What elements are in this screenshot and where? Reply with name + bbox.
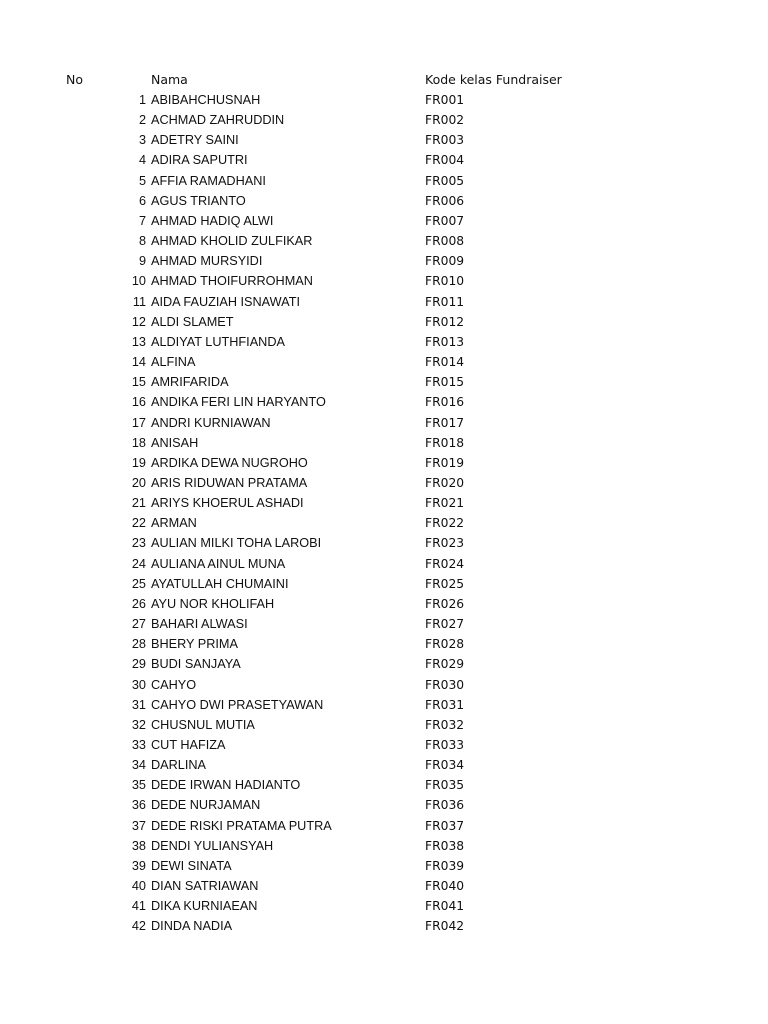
table-row xyxy=(0,433,768,453)
row-class-code: FR020 xyxy=(425,475,465,490)
row-class-code: FR015 xyxy=(425,375,465,390)
row-class-code: FR032 xyxy=(425,717,465,732)
table-row xyxy=(0,352,768,372)
row-name: ALDI SLAMET xyxy=(151,314,234,329)
row-name: AFFIA RAMADHANI xyxy=(151,173,266,188)
row-number: 40 xyxy=(131,879,146,894)
row-name: CAHYO DWI PRASETYAWAN xyxy=(151,697,324,712)
row-class-code: FR022 xyxy=(425,516,465,531)
table-row xyxy=(0,755,768,775)
row-class-code: FR005 xyxy=(425,173,465,188)
row-class-code: FR019 xyxy=(425,455,465,470)
row-number: 42 xyxy=(131,919,146,934)
row-name: ARMAN xyxy=(151,516,197,531)
row-name: ALFINA xyxy=(151,355,196,370)
table-row xyxy=(0,473,768,493)
row-number: 8 xyxy=(138,234,146,249)
table-row xyxy=(0,191,768,211)
row-class-code: FR025 xyxy=(425,576,465,591)
row-number: 2 xyxy=(138,113,146,128)
header-no: No xyxy=(66,72,83,87)
row-number: 1 xyxy=(138,93,146,107)
row-class-code: FR017 xyxy=(425,415,465,430)
table-row xyxy=(0,493,768,513)
row-class-code: FR001 xyxy=(425,93,465,107)
row-class-code: FR008 xyxy=(425,234,465,249)
table-row xyxy=(0,916,768,936)
row-name: ALDIYAT LUTHFIANDA xyxy=(151,334,285,349)
table-row xyxy=(0,795,768,815)
row-number: 31 xyxy=(131,697,146,712)
row-number: 22 xyxy=(131,516,146,531)
table-row xyxy=(0,876,768,896)
row-name: AYATULLAH CHUMAINI xyxy=(151,576,289,591)
row-name: DENDI YULIANSYAH xyxy=(151,838,274,853)
row-name: AGUS TRIANTO xyxy=(151,193,246,208)
row-number: 20 xyxy=(131,475,146,490)
table-row xyxy=(0,211,768,231)
row-class-code: FR010 xyxy=(425,274,465,289)
row-class-code: FR012 xyxy=(425,314,465,329)
row-name: AYU NOR KHOLIFAH xyxy=(151,596,275,611)
row-class-code: FR037 xyxy=(425,818,465,833)
row-name: DARLINA xyxy=(151,758,206,773)
table-row xyxy=(0,513,768,533)
row-class-code: FR003 xyxy=(425,133,465,148)
row-number: 29 xyxy=(131,657,146,672)
row-name: ANDRI KURNIAWAN xyxy=(151,415,271,430)
row-class-code: FR039 xyxy=(425,858,465,873)
table-row xyxy=(0,372,768,392)
row-number: 7 xyxy=(138,213,146,228)
row-class-code: FR011 xyxy=(425,294,465,309)
row-class-code: FR038 xyxy=(425,838,465,853)
row-class-code: FR016 xyxy=(425,395,465,410)
row-name: ARIS RIDUWAN PRATAMA xyxy=(151,475,308,490)
row-class-code: FR033 xyxy=(425,738,465,752)
row-number: 27 xyxy=(131,617,146,632)
row-name: ARIYS KHOERUL ASHADI xyxy=(151,496,304,511)
row-name: ARDIKA DEWA NUGROHO xyxy=(151,455,308,470)
row-number: 17 xyxy=(131,415,146,430)
row-class-code: FR014 xyxy=(425,355,465,370)
table-row xyxy=(0,675,768,695)
row-class-code: FR029 xyxy=(425,657,465,672)
row-name: CUT HAFIZA xyxy=(151,738,226,752)
row-name: AHMAD KHOLID ZULFIKAR xyxy=(151,234,313,249)
row-number: 12 xyxy=(131,314,146,329)
row-number: 37 xyxy=(131,818,146,833)
row-class-code: FR004 xyxy=(425,153,465,168)
row-number: 9 xyxy=(138,254,146,269)
row-class-code: FR018 xyxy=(425,435,465,450)
row-class-code: FR021 xyxy=(425,496,465,511)
table-row xyxy=(0,735,768,755)
row-name: CAHYO xyxy=(151,677,197,692)
row-number: 25 xyxy=(131,576,146,591)
row-name: AIDA FAUZIAH ISNAWATI xyxy=(151,294,300,309)
row-class-code: FR002 xyxy=(425,113,465,128)
row-class-code: FR024 xyxy=(425,556,465,571)
row-class-code: FR034 xyxy=(425,758,465,773)
row-name: ABIBAHCHUSNAH xyxy=(151,93,261,107)
row-number: 39 xyxy=(131,858,146,873)
row-number: 15 xyxy=(131,375,146,390)
table-row xyxy=(0,533,768,553)
row-class-code: FR041 xyxy=(425,899,465,914)
row-class-code: FR009 xyxy=(425,254,465,269)
table-row xyxy=(0,271,768,291)
row-number: 24 xyxy=(131,556,146,571)
row-name: DEDE RISKI PRATAMA PUTRA xyxy=(151,818,332,833)
row-class-code: FR028 xyxy=(425,637,465,652)
row-class-code: FR040 xyxy=(425,879,465,894)
row-number: 19 xyxy=(131,455,146,470)
row-name: DEWI SINATA xyxy=(151,858,232,873)
table-row xyxy=(0,574,768,594)
table-row xyxy=(0,856,768,876)
row-name: BHERY PRIMA xyxy=(151,637,238,652)
row-name: ADIRA SAPUTRI xyxy=(151,153,248,168)
row-name: ANISAH xyxy=(151,435,199,450)
row-name: DINDA NADIA xyxy=(151,919,233,934)
table-row xyxy=(0,634,768,654)
row-number: 11 xyxy=(132,294,146,309)
table-row xyxy=(0,251,768,271)
row-number: 13 xyxy=(131,334,146,349)
row-number: 32 xyxy=(131,717,146,732)
row-number: 35 xyxy=(131,778,146,793)
row-name: ANDIKA FERI LIN HARYANTO xyxy=(151,395,326,410)
table-row xyxy=(0,171,768,191)
table-row xyxy=(0,292,768,312)
row-number: 6 xyxy=(138,193,146,208)
row-class-code: FR031 xyxy=(425,697,465,712)
table-row xyxy=(0,775,768,795)
table-row xyxy=(0,836,768,856)
table-row xyxy=(0,392,768,412)
row-number: 26 xyxy=(131,596,146,611)
table-row xyxy=(0,715,768,735)
table-row xyxy=(0,413,768,433)
row-number: 3 xyxy=(138,133,146,148)
row-number: 30 xyxy=(131,677,146,692)
row-name: AULIAN MILKI TOHA LAROBI xyxy=(151,536,322,551)
table-row xyxy=(0,594,768,614)
header-nama: Nama xyxy=(151,72,188,87)
row-name: BUDI SANJAYA xyxy=(151,657,241,672)
table-body xyxy=(0,90,768,937)
table-row xyxy=(0,695,768,715)
row-name: AULIANA AINUL MUNA xyxy=(151,556,286,571)
table-row xyxy=(0,231,768,251)
row-number: 21 xyxy=(131,496,146,511)
row-number: 14 xyxy=(131,355,146,370)
row-name: ACHMAD ZAHRUDDIN xyxy=(151,113,285,128)
table-row xyxy=(0,654,768,674)
row-class-code: FR042 xyxy=(425,919,465,934)
row-number: 23 xyxy=(131,536,146,551)
row-number: 28 xyxy=(131,637,146,652)
table-row xyxy=(0,896,768,916)
row-number: 10 xyxy=(131,274,146,289)
row-class-code: FR006 xyxy=(425,193,465,208)
table-row xyxy=(0,90,768,110)
row-name: DIAN SATRIAWAN xyxy=(151,879,259,894)
table-header xyxy=(0,70,768,90)
row-number: 34 xyxy=(131,758,146,773)
row-number: 16 xyxy=(131,395,146,410)
row-class-code: FR026 xyxy=(425,596,465,611)
header-kode-kelas: Kode kelas Fundraiser xyxy=(425,72,562,87)
row-number: 18 xyxy=(131,435,146,450)
row-number: 38 xyxy=(131,838,146,853)
table-row xyxy=(0,130,768,150)
row-number: 41 xyxy=(131,899,146,914)
row-number: 4 xyxy=(138,153,146,168)
row-name: DEDE NURJAMAN xyxy=(151,798,261,813)
table-row xyxy=(0,110,768,130)
row-name: BAHARI ALWASI xyxy=(151,617,248,632)
row-name: DIKA KURNIAEAN xyxy=(151,899,258,914)
table-row xyxy=(0,614,768,634)
table-row xyxy=(0,312,768,332)
row-class-code: FR035 xyxy=(425,778,465,793)
table-row xyxy=(0,554,768,574)
row-name: ADETRY SAINI xyxy=(151,133,239,148)
row-class-code: FR013 xyxy=(425,334,465,349)
row-class-code: FR036 xyxy=(425,798,465,813)
row-class-code: FR027 xyxy=(425,617,465,632)
row-number: 5 xyxy=(138,173,146,188)
table-row xyxy=(0,150,768,170)
table-row xyxy=(0,453,768,473)
table-row xyxy=(0,332,768,352)
row-number: 36 xyxy=(131,798,146,813)
row-name: DEDE IRWAN HADIANTO xyxy=(151,778,301,793)
row-name: AMRIFARIDA xyxy=(151,375,229,390)
row-name: AHMAD MURSYIDI xyxy=(151,254,263,269)
row-number: 33 xyxy=(131,738,146,752)
row-name: AHMAD THOIFURROHMAN xyxy=(151,274,313,289)
row-class-code: FR030 xyxy=(425,677,465,692)
row-name: CHUSNUL MUTIA xyxy=(151,717,255,732)
table-row xyxy=(0,816,768,836)
row-class-code: FR023 xyxy=(425,536,465,551)
row-class-code: FR007 xyxy=(425,213,465,228)
row-name: AHMAD HADIQ ALWI xyxy=(151,213,274,228)
